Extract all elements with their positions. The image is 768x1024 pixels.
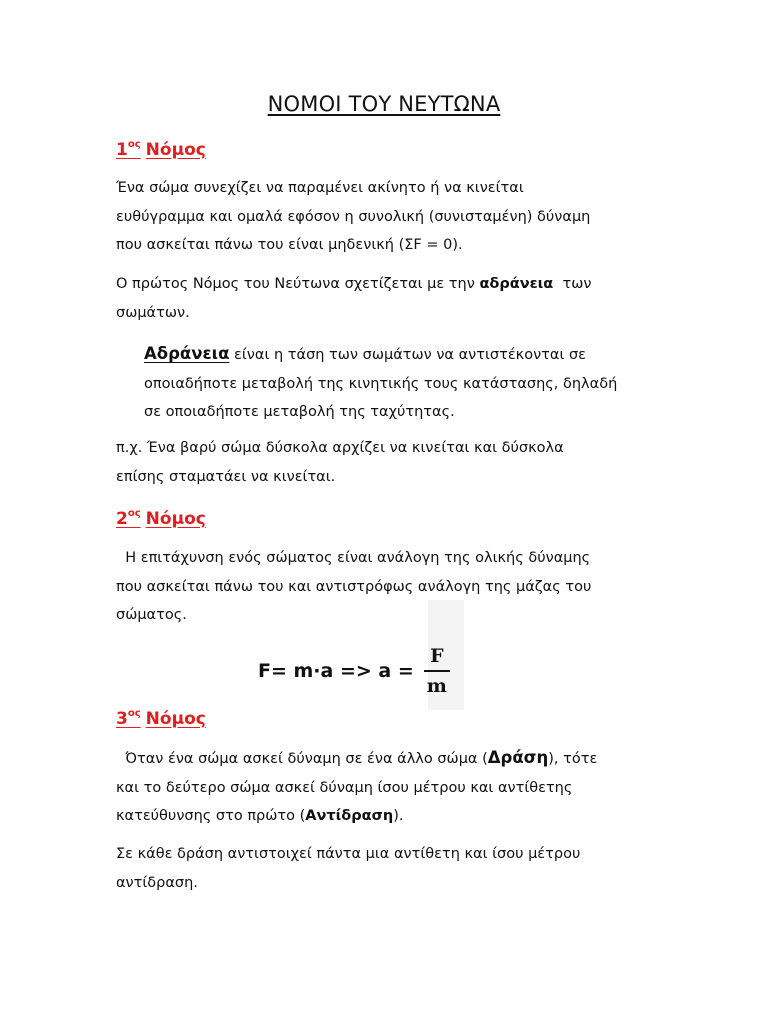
law3-heading bbox=[116, 708, 206, 729]
action-term: Δράση bbox=[487, 748, 549, 767]
law1-line-2: ευθύγραμμα και ομαλά εφόσον η συνολική (συνισταμένη) δύναμη bbox=[116, 208, 591, 225]
definition-term: Αδράνεια bbox=[144, 344, 230, 363]
law3-line3-pre: κατεύθυνσης στο πρώτο ( bbox=[116, 808, 306, 824]
law2-line-1: Η επιτάχυνση ενός σώματος είναι ανάλογη της ολικής δύναμης bbox=[116, 550, 591, 566]
inertia-line-2: σωμάτων. bbox=[116, 304, 190, 321]
reaction-term: Αντίδραση bbox=[305, 808, 394, 824]
inertia-paragraph bbox=[116, 270, 656, 327]
example-paragraph bbox=[116, 434, 656, 491]
definition-line-1 bbox=[144, 340, 684, 370]
law1-label: Νόμος bbox=[145, 140, 206, 160]
inertia-text-pre: Ο πρώτος Νόμος του Νεύτωνα σχετίζεται με την bbox=[116, 276, 480, 292]
law3-text-post: ), τότε bbox=[548, 751, 598, 767]
law3-paragraph bbox=[116, 744, 656, 831]
law1-line-3: που ασκείται πάνω του είναι μηδενική (ΣF = 0). bbox=[116, 237, 463, 253]
law3-line-2: και το δεύτερο σώμα ασκεί δύναμη ίσου μέτρου και αντίθετης bbox=[116, 779, 573, 796]
definition-line-3: σε οποιαδήποτε μεταβολή της ταχύτητας. bbox=[144, 404, 455, 420]
law3-summary bbox=[116, 840, 656, 897]
law3-label: Νόμος bbox=[145, 709, 206, 729]
law2-line-2: που ασκείται πάνω του και αντιστρόφως ανάλογη της μάζας του bbox=[116, 578, 592, 595]
inertia-text-post: των bbox=[553, 276, 592, 292]
law1-ordinal: ος bbox=[127, 139, 141, 150]
law2-number: 2 bbox=[116, 509, 128, 529]
law1-number: 1 bbox=[116, 140, 128, 160]
page-title: ΝΟΜΟΙ ΤΟΥ ΝΕΥΤΩΝΑ bbox=[267, 92, 501, 116]
law1-paragraph bbox=[116, 174, 656, 260]
example-line-1: π.χ. Ένα βαρύ σώμα δύσκολα αρχίζει να κινείται και δύσκολα bbox=[116, 440, 564, 456]
fraction-numerator: F bbox=[430, 645, 444, 667]
fraction-denominator: m bbox=[426, 675, 447, 697]
law2-line-3: σώματος. bbox=[116, 607, 187, 623]
law1-line-1: Ένα σώμα συνεχίζει να παραμένει ακίνητο ή να κινείται bbox=[116, 180, 524, 196]
example-line-2: επίσης σταματάει να κινείται. bbox=[116, 468, 336, 485]
inertia-line-1 bbox=[116, 270, 656, 299]
law3-text-pre: Όταν ένα σώμα ασκεί δύναμη σε ένα άλλο σώμα ( bbox=[116, 751, 488, 767]
summary-line-2: αντίδραση. bbox=[116, 874, 198, 891]
law3-line3-post: ). bbox=[393, 808, 404, 824]
formula-text: F= m·a => a = bbox=[258, 660, 414, 682]
law1-heading bbox=[116, 139, 206, 160]
law2-paragraph bbox=[116, 544, 656, 630]
definition-line-2: οποιαδήποτε μεταβολή της κινητικής τους κατάστασης, δηλαδή bbox=[144, 375, 618, 392]
law3-line-3 bbox=[116, 802, 656, 831]
inertia-bold-term: αδράνεια bbox=[479, 276, 554, 292]
law2-heading bbox=[116, 508, 206, 529]
fraction-bar bbox=[424, 670, 450, 672]
inertia-definition bbox=[144, 340, 684, 427]
law2-ordinal: ος bbox=[127, 508, 141, 519]
law3-number: 3 bbox=[116, 709, 128, 729]
law2-label: Νόμος bbox=[145, 509, 206, 529]
formula-fraction bbox=[424, 645, 450, 697]
law3-ordinal: ος bbox=[127, 708, 141, 719]
definition-text: είναι η τάση των σωμάτων να αντιστέκονται σε bbox=[229, 347, 586, 363]
summary-line-1: Σε κάθε δράση αντιστοιχεί πάντα μια αντίθετη και ίσου μέτρου bbox=[116, 846, 581, 862]
law3-line-1 bbox=[116, 744, 656, 774]
newton-second-law-formula bbox=[258, 646, 450, 696]
